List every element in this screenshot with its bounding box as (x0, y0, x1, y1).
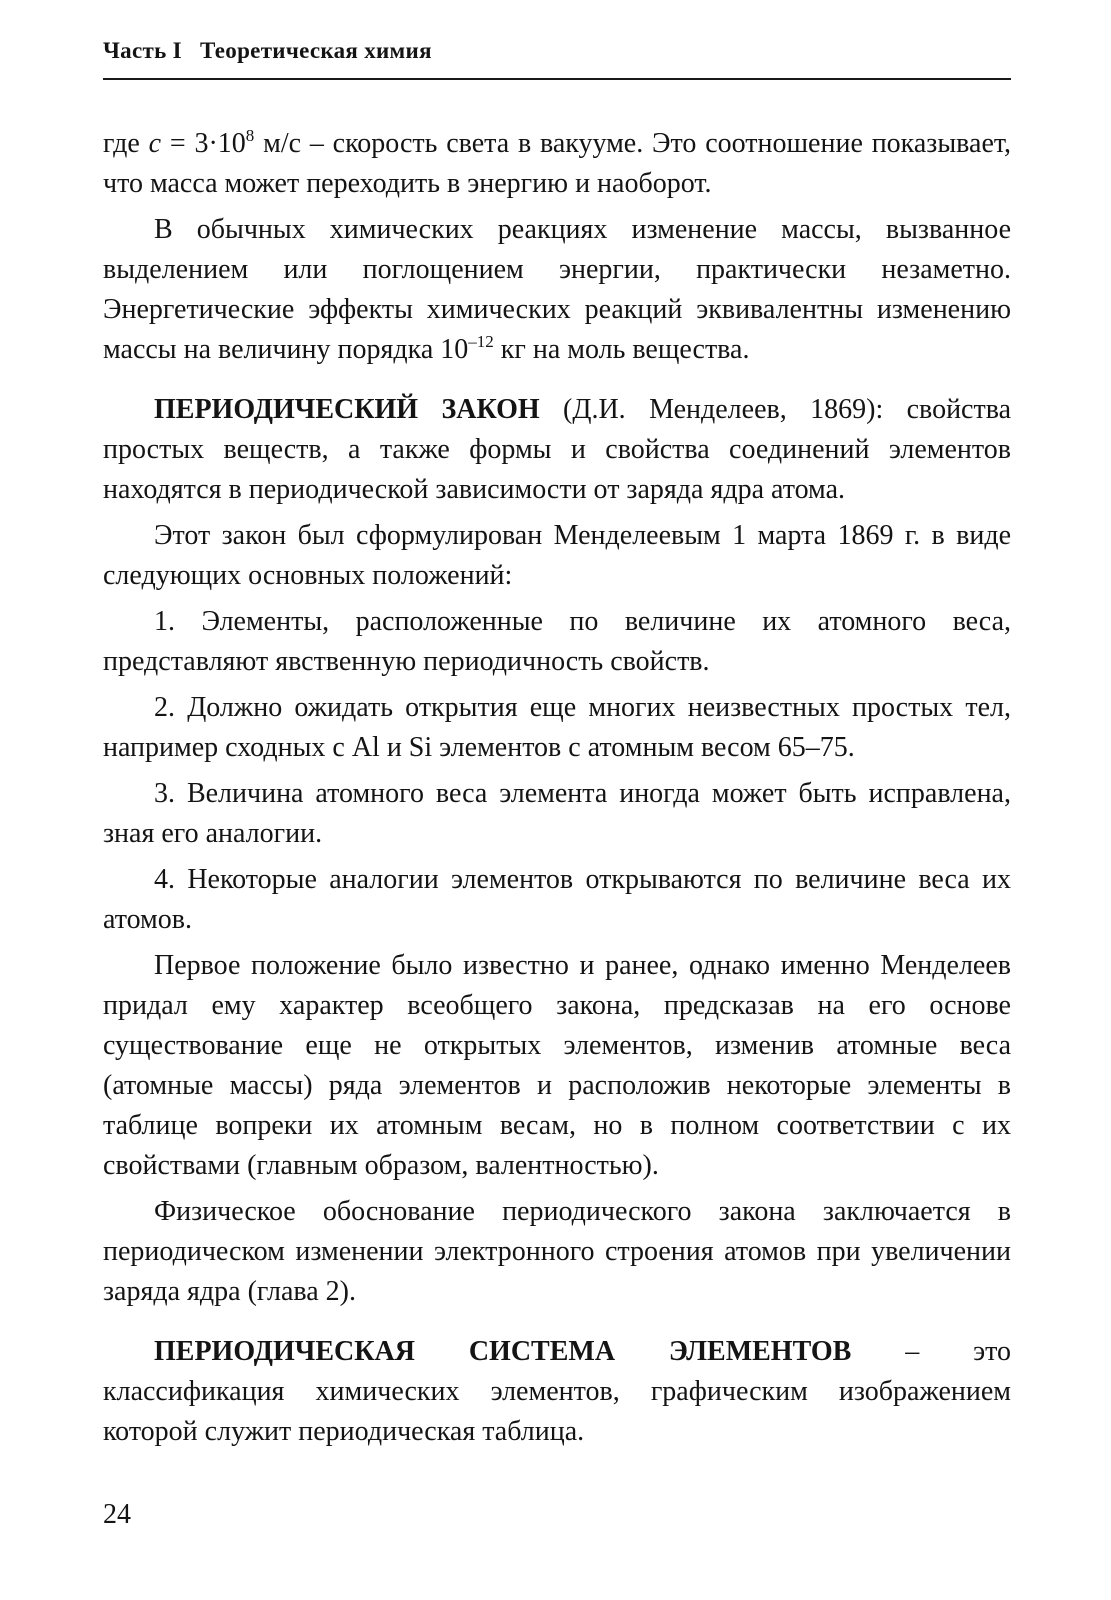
variable-c: c (148, 128, 162, 159)
text-segment: В обычных химических реакциях изменение массы, вызванное выделением или поглощением энергии, практически незаметно. Энергетические эффекты химических реакций эквивалентны изменению массы на величину порядка 10 (103, 214, 1011, 365)
text-segment: = 3·10 (161, 128, 246, 159)
text-segment: кг на моль вещества. (493, 334, 750, 365)
text-segment: м/с – скорость света в вакууме. Это соотношение показывает, что масса может переходить в энергию и наоборот. (103, 128, 1012, 199)
running-header-text (103, 38, 432, 64)
header-title: Теоретическая химия (200, 38, 432, 63)
paragraph-first-statement: Первое положение было известно и ранее, однако именно Менделеев придал ему характер всеобщего закона, предсказав на его основе существование еще не открытых элементов, изменив атомные веса (атомные массы) ряда элементов и расположив некоторые элементы в таблице вопреки их атомным весам, но в полном соответствии с их свойствами (главным образом, валентностью). (103, 950, 1011, 1181)
term-periodic-law: ПЕРИОДИЧЕСКИЙ ЗАКОН (154, 394, 540, 425)
superscript-exponent: 8 (245, 126, 255, 145)
text-segment: (Д.И. Менделеев, 1869): свойства простых веществ, а также формы и свойства соединений элементов находятся в периодической зависимости от заряда ядра атома. (103, 394, 1011, 505)
list-item-4: 4. Некоторые аналогии элементов открываются по величине веса их атомов. (103, 864, 1011, 935)
paragraph-mass-change (103, 210, 1011, 370)
page-number: 24 (103, 1499, 131, 1530)
superscript-exponent: –12 (468, 332, 494, 351)
list-item-1: 1. Элементы, расположенные по величине их атомного веса, представляют явственную периодичность свойств. (103, 606, 1011, 677)
text-segment: где (103, 128, 149, 159)
page-body (103, 124, 1011, 1458)
running-header (103, 34, 1011, 80)
header-part: Часть I (103, 38, 182, 63)
list-item-2: 2. Должно ожидать открытия еще многих неизвестных простых тел, например сходных с Al и Si элементов с атомным весом 65–75. (103, 692, 1011, 763)
term-periodic-system: ПЕРИОДИЧЕСКАЯ СИСТЕМА ЭЛЕМЕНТОВ (154, 1336, 852, 1367)
list-item-3: 3. Величина атомного веса элемента иногда может быть исправлена, зная его аналогии. (103, 778, 1011, 849)
paragraph-formulation: Этот закон был сформулирован Менделеевым 1 марта 1869 г. в виде следующих основных положений: (103, 520, 1011, 591)
paragraph-light-speed (103, 124, 1011, 204)
text-segment: – это классификация химических элементов, графическим изображением которой служит периодическая таблица. (103, 1336, 1011, 1447)
paragraph-periodic-system (103, 1332, 1011, 1452)
paragraph-periodic-law (103, 390, 1011, 510)
paragraph-physical-basis: Физическое обоснование периодического закона заключается в периодическом изменении электронного строения атомов при увеличении заряда ядра (глава 2). (103, 1196, 1011, 1307)
